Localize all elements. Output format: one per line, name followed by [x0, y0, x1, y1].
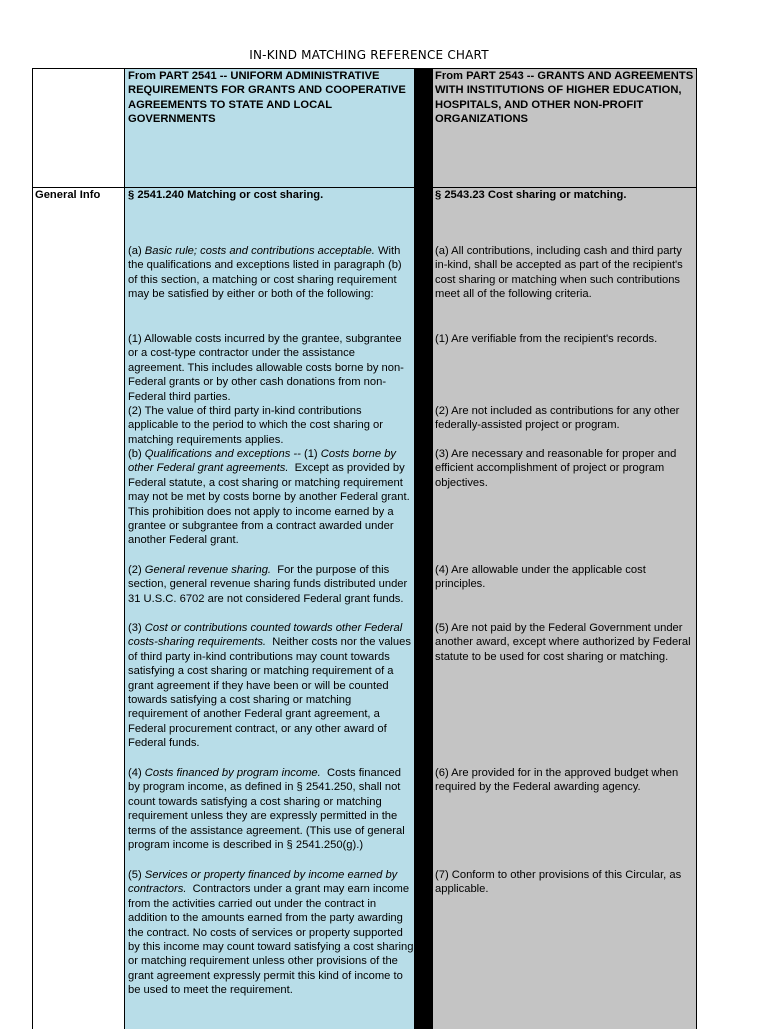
- para-b2-revenue-sharing: (2) General revenue sharing. For the purpose of this section, general revenue sharing funds distributed under 31 U.S.C. 6702 are not considered Federal grant funds.: [128, 564, 408, 605]
- para-b1-text: Except as provided by Federal statute, a cost sharing or matching requirement may not be met by costs borne by another Federal grant. This prohibition does not apply to income earned by a grantee or subgrantee from a contract awarded under another Federal grant.: [128, 462, 410, 547]
- para-a-text: With the qualifications and exceptions listed in paragraph (b) of this section, a matching or cost sharing requirement may be satisfied by either or both of the following:: [128, 245, 402, 301]
- column-divider: [415, 69, 433, 1029]
- para-b5-heading: Services or property financed by income earned by contractors.: [128, 869, 398, 896]
- criteria-a: (a) All contributions, including cash and third party in-kind, shall be accepted as part of the recipient's cost sharing or matching when such contributions meet all of the following criteria.: [435, 245, 683, 301]
- para-b3-heading: Cost or contributions counted towards other Federal costs-sharing requirements.: [128, 622, 403, 649]
- page-title: IN-KIND MATCHING REFERENCE CHART: [249, 48, 489, 62]
- para-b2-heading: General revenue sharing.: [144, 564, 272, 576]
- criteria-5: (5) Are not paid by the Federal Government under another award, except where authorized by Federal statute to be used for cost sharing or matching.: [435, 622, 691, 663]
- criteria-1: (1) Are verifiable from the recipient's records.: [435, 333, 658, 345]
- criteria-7: (7) Conform to other provisions of this Circular, as applicable.: [435, 869, 682, 896]
- para-b3-other-federal: (3) Cost or contributions counted towards other Federal costs-sharing requirements. Neither costs nor the values of third party in-kind contributions may count towards satisfying a cost sharing or matching requirement of a grant agreement if they have been or will be counted towards satisfying a cost sharing or matching requirement of another Federal grant agreement, a Federal procurement contract, or any other award of Federal funds.: [128, 622, 411, 750]
- header-part-2543: From PART 2543 -- GRANTS AND AGREEMENTS WITH INSTITUTIONS OF HIGHER EDUCATION, HOSPITALS, AND OTHER NON-PROFIT ORGANIZATIONS: [435, 70, 694, 126]
- para-b4-text: Costs financed by program income, as defined in § 2541.250, shall not count towards satisfying a cost sharing or matching requirement unless they are expressly permitted in the terms of the assistance agreement. (This use of general program income is described in § 2541.250(g).): [128, 767, 405, 852]
- reference-table: [32, 68, 697, 1029]
- para-b1-heading: Costs borne by other Federal grant agreements.: [128, 448, 397, 475]
- criteria-6: (6) Are provided for in the approved budget when required by the Federal awarding agency.: [435, 767, 679, 794]
- para-1-allowable-costs: (1) Allowable costs incurred by the grantee, subgrantee or a cost-type contractor under the assistance agreement. This includes allowable costs borne by non-Federal grants or by other cash donations from non-Federal third parties.: [128, 333, 404, 403]
- para-a-heading: Basic rule; costs and contributions acceptable.: [144, 245, 375, 257]
- row-label-general-info: General Info: [35, 189, 101, 201]
- criteria-4: (4) Are allowable under the applicable cost principles.: [435, 564, 646, 591]
- section-2543-23: § 2543.23 Cost sharing or matching.: [435, 189, 627, 201]
- label-column: [33, 69, 125, 1029]
- para-a-basic-rule: (a) Basic rule; costs and contributions acceptable. With the qualifications and exceptions listed in paragraph (b) of this section, a matching or cost sharing requirement may be satisfied by either or both of the following:: [128, 245, 402, 301]
- para-b-heading: Qualifications and exceptions --: [144, 448, 301, 460]
- para-b-qualifications: (b) Qualifications and exceptions -- (1) Costs borne by other Federal grant agreements. Except as provided by Federal statute, a cost sharing or matching requirement may not be met by costs borne by another Federal grant. This prohibition does not apply to income earned by a grantee or subgrantee from a contract awarded under another Federal grant.: [128, 448, 410, 547]
- criteria-2: (2) Are not included as contributions for any other federally-assisted project or program.: [435, 405, 680, 432]
- para-2-third-party: (2) The value of third party in-kind contributions applicable to the period to which the cost sharing or matching requirements applies.: [128, 405, 383, 446]
- header-part-2541: From PART 2541 -- UNIFORM ADMINISTRATIVE REQUIREMENTS FOR GRANTS AND COOPERATIVE AGREEMENTS TO STATE AND LOCAL GOVERNMENTS: [128, 70, 406, 126]
- para-b5-text: Contractors under a grant may earn income from the activities carried out under the contract in addition to the amounts earned from the party awarding the contract. No costs of services or property supported by this income may count toward satisfying a cost sharing or matching requirement unless other provisions of the grant agreement expressly permit this kind of income to be used to meet the requirement.: [128, 883, 414, 997]
- section-2541-240: § 2541.240 Matching or cost sharing.: [128, 189, 324, 201]
- para-b4-program-income: (4) Costs financed by program income. Costs financed by program income, as defined in § 2541.250, shall not count towards satisfying a cost sharing or matching requirement unless they are expressly permitted in the terms of the assistance agreement. (This use of general program income is described in § 2541.250(g).): [128, 767, 405, 852]
- para-b2-text: For the purpose of this section, general revenue sharing funds distributed under 31 U.S.C. 6702 are not considered Federal grant funds.: [128, 564, 408, 605]
- criteria-3: (3) Are necessary and reasonable for proper and efficient accomplishment of project or program objectives.: [435, 448, 677, 489]
- para-b3-text: Neither costs nor the values of third party in-kind contributions may count towards satisfying a cost sharing or matching requirement of a grant agreement if they have been or will be counted towards satisfying a cost sharing or matching requirement of another Federal grant agreement, a Federal procurement contract, or any other award of Federal funds.: [128, 636, 411, 750]
- para-b4-heading: Costs financed by program income.: [144, 767, 321, 779]
- para-b5-contractor-income: (5) Services or property financed by income earned by contractors. Contractors under a grant may earn income from the activities carried out under the contract in addition to the amounts earned from the party awarding the contract. No costs of services or property supported by this income may count toward satisfying a cost sharing or matching requirement unless other provisions of the grant agreement expressly permit this kind of income to be used to meet the requirement.: [128, 869, 414, 997]
